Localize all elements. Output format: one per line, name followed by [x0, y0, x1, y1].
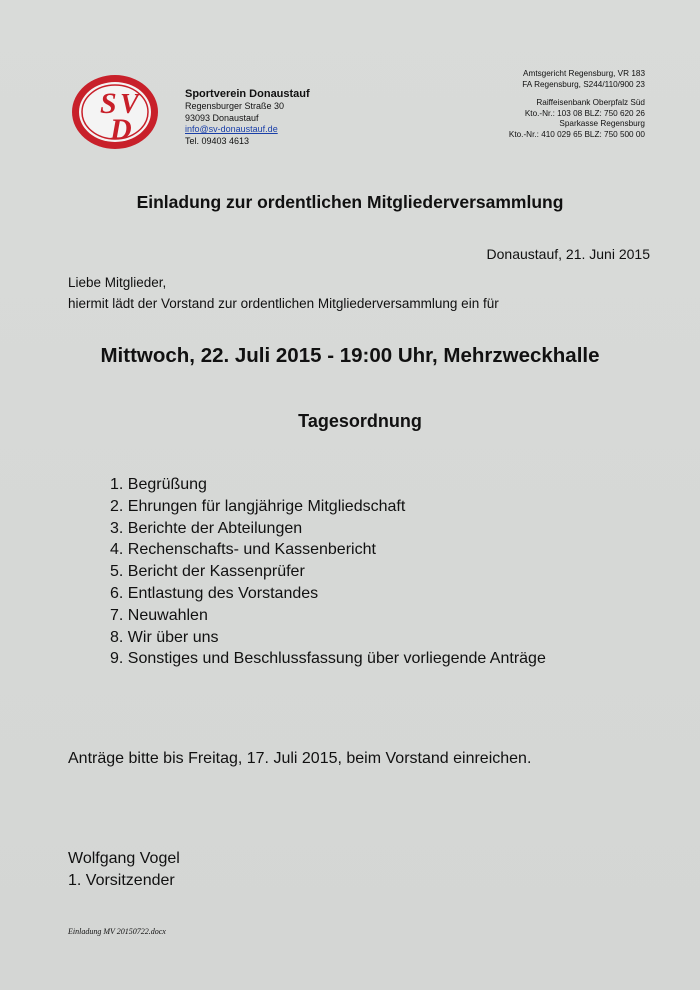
bank-line: Kto.-Nr.: 410 029 65 BLZ: 750 500 00: [508, 129, 645, 139]
greeting-block: [68, 272, 499, 314]
agenda-item: 8. Wir über uns: [110, 628, 219, 646]
bank-line: Sparkasse Regensburg: [559, 119, 645, 129]
signer-role: 1. Vorsitzender: [68, 872, 175, 889]
signer-name: Wolfgang Vogel: [68, 850, 180, 867]
agenda-item: 6. Entlastung des Vorstandes: [110, 584, 319, 602]
club-phone: Tel. 09403 4613: [185, 135, 250, 146]
agenda-list: [110, 474, 546, 670]
svg-text:V: V: [120, 89, 139, 120]
bank-line: Kto.-Nr.: 103 08 BLZ: 750 620 26: [524, 108, 645, 118]
bank-details: [385, 69, 645, 141]
agenda-item: 7. Neuwahlen: [110, 606, 208, 624]
agenda-title: Tagesordnung: [298, 411, 422, 431]
signature-block: [68, 848, 180, 892]
intro-text: hiermit lädt der Vorstand zur ordentlichen Mitgliederversammlung ein für: [68, 296, 499, 311]
club-logo: [70, 73, 160, 151]
date-line: Donaustauf, 21. Juni 2015: [486, 246, 650, 262]
svg-text:D: D: [110, 113, 132, 146]
club-address: [185, 87, 310, 147]
footer-filename: Einladung MV 20150722.docx: [68, 927, 166, 936]
agenda-item: 4. Rechenschafts- und Kassenbericht: [110, 541, 376, 559]
agenda-item: 1. Begrüßung: [110, 476, 207, 493]
club-name: Sportverein Donaustauf: [185, 88, 310, 100]
event-headline: Mittwoch, 22. Juli 2015 - 19:00 Uhr, Mehrzweckhalle: [100, 344, 600, 367]
agenda-item: 3. Berichte der Abteilungen: [110, 519, 303, 537]
bank-line: Raiffeisenbank Oberpfalz Süd: [536, 98, 645, 108]
document-title: Einladung zur ordentlichen Mitgliederversammlung: [136, 192, 564, 212]
club-city: 93093 Donaustauf: [185, 112, 259, 123]
bank-line: FA Regensburg, S244/110/900 23: [522, 79, 645, 89]
svg-text:S: S: [100, 87, 117, 120]
agenda-item: 2. Ehrungen für langjährige Mitgliedschaft: [110, 497, 406, 515]
agenda-item: 9. Sonstiges und Beschlussfassung über vorliegende Anträge: [110, 650, 546, 668]
deadline-note: Anträge bitte bis Freitag, 17. Juli 2015, beim Vorstand einreichen.: [68, 750, 532, 767]
club-street: Regensburger Straße 30: [185, 101, 285, 111]
bank-line: Amtsgericht Regensburg, VR 183: [523, 69, 645, 78]
club-email-link[interactable]: info@sv-donaustauf.de: [185, 124, 278, 134]
agenda-item: 5. Bericht der Kassenprüfer: [110, 563, 305, 581]
greeting: Liebe Mitglieder,: [68, 275, 167, 290]
